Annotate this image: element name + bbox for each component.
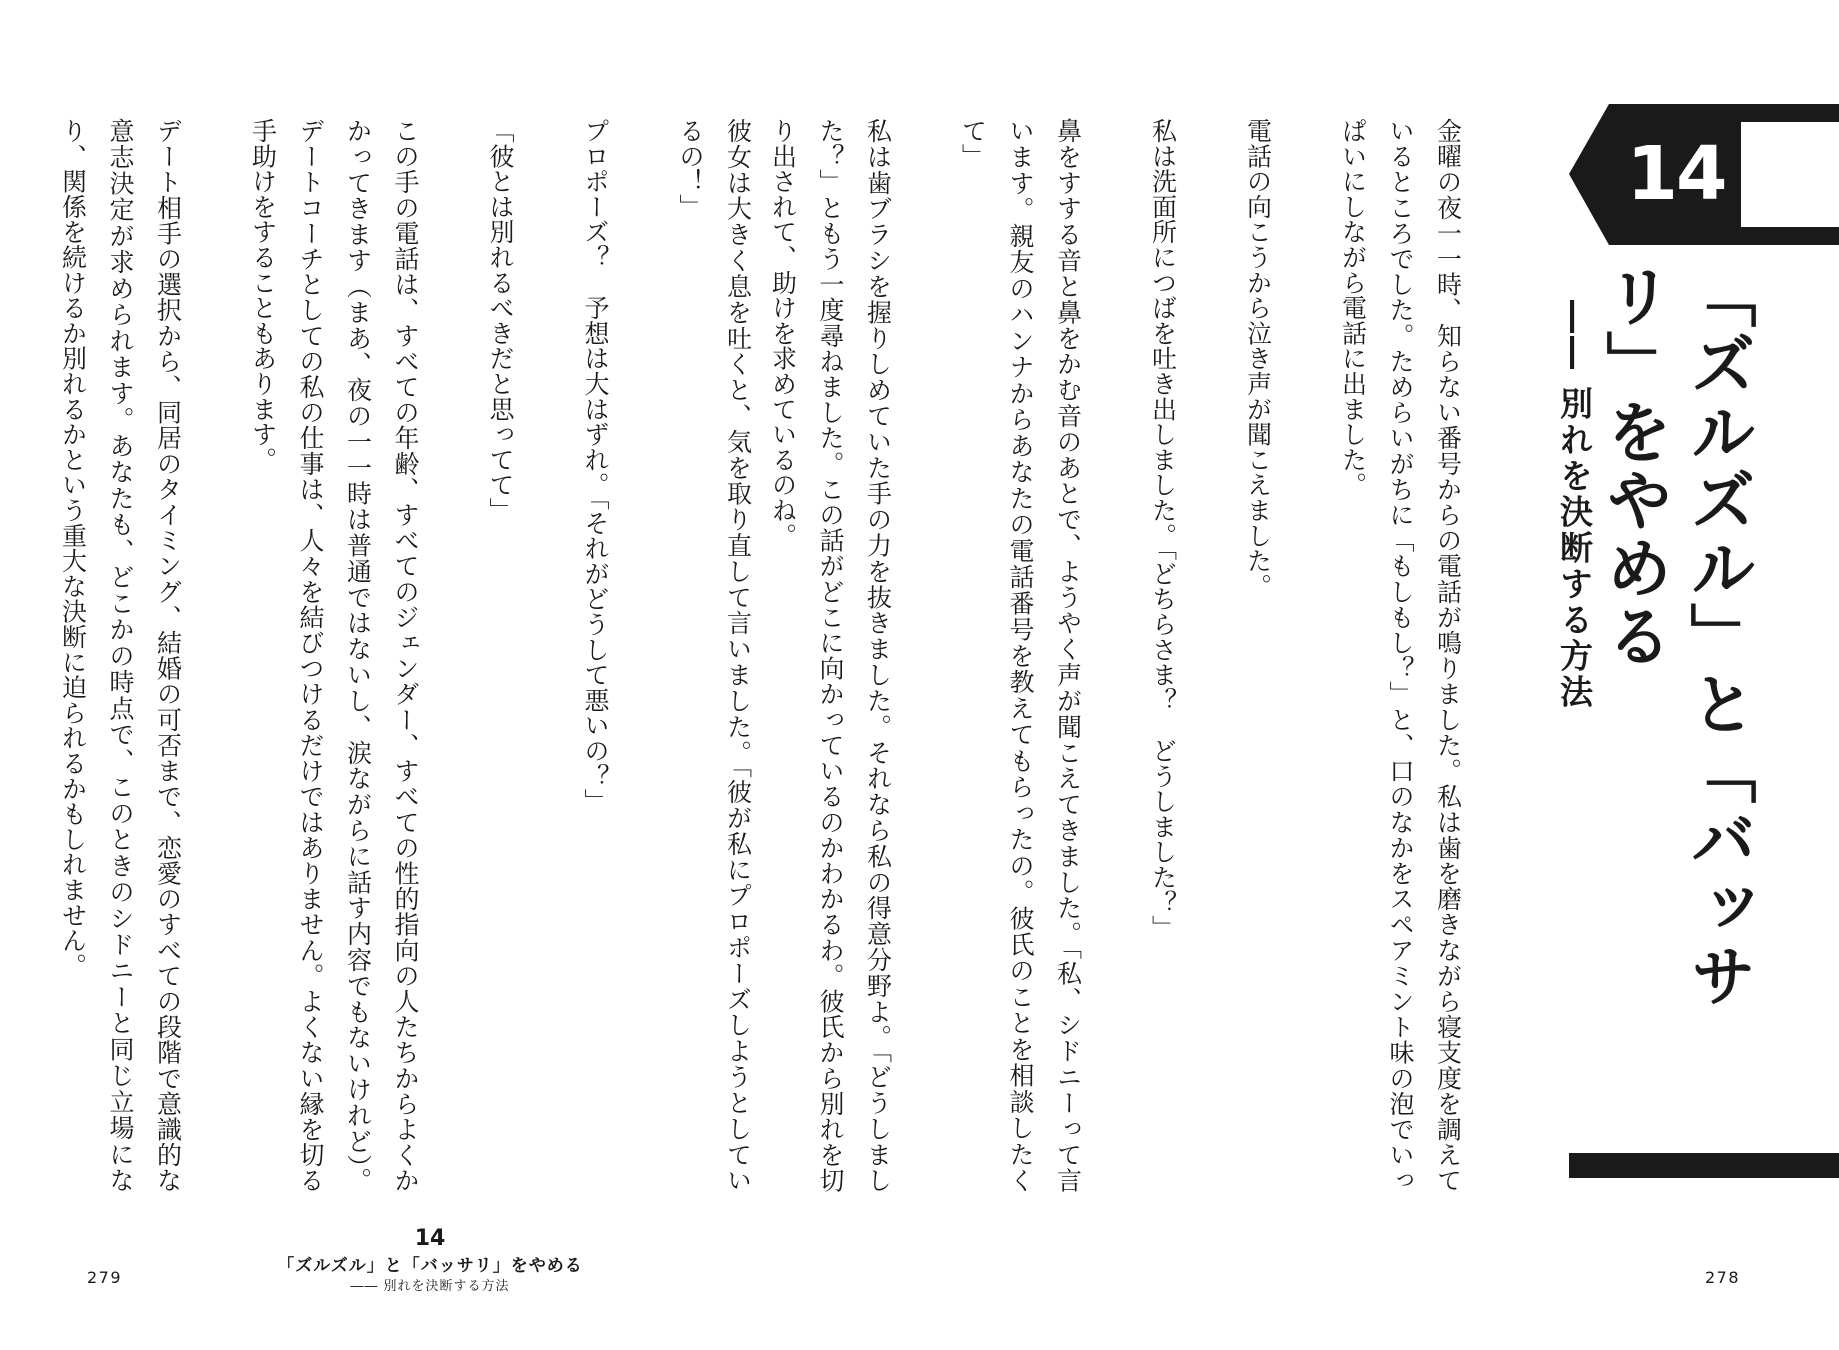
chapter-subtitle: ―― 別れを決断する方法: [1555, 300, 1594, 711]
paragraph: 電話の向こうから泣き声が聞こえました。: [1243, 118, 1273, 599]
paragraph: 鼻をすする音と鼻をかむ音のあとで、ようやく声が聞こえてきました。「私、シドニーって言います。親友のハンナからあなたの電話番号を教えてもらったの。彼氏のことを相談したくて」: [958, 118, 1083, 1193]
chapter-badge: [1569, 104, 1839, 245]
running-head-subtitle: ―― 別れを決断する方法: [350, 1279, 510, 1294]
paragraph: デート相手の選択から、同居のタイミング、結婚の可否まで、恋愛のすべての段階で意識的な意志決定が求められます。あなたも、どこかの時点で、このときのシドニーと同じ立場になり、関係を続けるか別れるかという重大な決断に迫られるかもしれません。: [58, 118, 183, 1193]
paragraph: 彼女は大きく息を吐くと、気を取り直して言いました。「彼が私にプロポーズしようとしているの！」: [676, 118, 753, 1193]
paragraph: 金曜の夜一一時、知らない番号からの電話が鳴りました。私は歯を磨きながら寝支度を調えているところでした。ためらいがちに「もしもし？」と、口のなかをスペアミント味の泡でいっぱいにしながら電話に出ました。: [1338, 118, 1463, 1193]
paragraph: 私は歯ブラシを握りしめていた手の力を抜きました。それなら私の得意分野よ。「どうしました？」ともう一度尋ねました。この話がどこに向かっているのかわかるわ。彼氏から別れを切り出されて、助けを求めているのね。: [768, 118, 893, 1193]
paragraph: この手の電話は、すべての年齢、すべてのジェンダー、すべての性的指向の人たちからよくかかってきます（まあ、夜の一一時は普通ではないし、涙ながらに話す内容でもないけれど）。デートコーチとしての私の仕事は、人々を結びつけるだけではありません。よくない縁を切る手助けをすることもあります。: [248, 118, 420, 1193]
running-head: [250, 1226, 610, 1296]
chapter-bottom-bar: [1569, 1153, 1839, 1178]
paragraph: [0, 118, 2, 1193]
left-page-body: [19, 118, 809, 1193]
right-page-body: [768, 118, 1519, 1193]
page-number-right: 278: [1705, 1268, 1741, 1287]
chapter-title: 「ズルズル」と「バッサリ」をやめる: [1595, 262, 1756, 1010]
page-number-left: 279: [87, 1268, 123, 1287]
paragraph: 私は洗面所につばを吐き出しました。「どちらさま？ どうしました？」: [1148, 118, 1178, 941]
chapter-number: 14: [1626, 131, 1726, 217]
paragraph: 「彼とは別れるべきだと思ってて」: [486, 118, 515, 523]
right-page: [768, 0, 1839, 1350]
running-head-chapter-number: 14: [414, 1226, 446, 1251]
running-head-title: 「ズルズル」と「バッサリ」をやめる: [277, 1256, 583, 1276]
paragraph: プロポーズ？ 予想は大はずれ。「それがどうして悪いの？」: [581, 118, 610, 814]
